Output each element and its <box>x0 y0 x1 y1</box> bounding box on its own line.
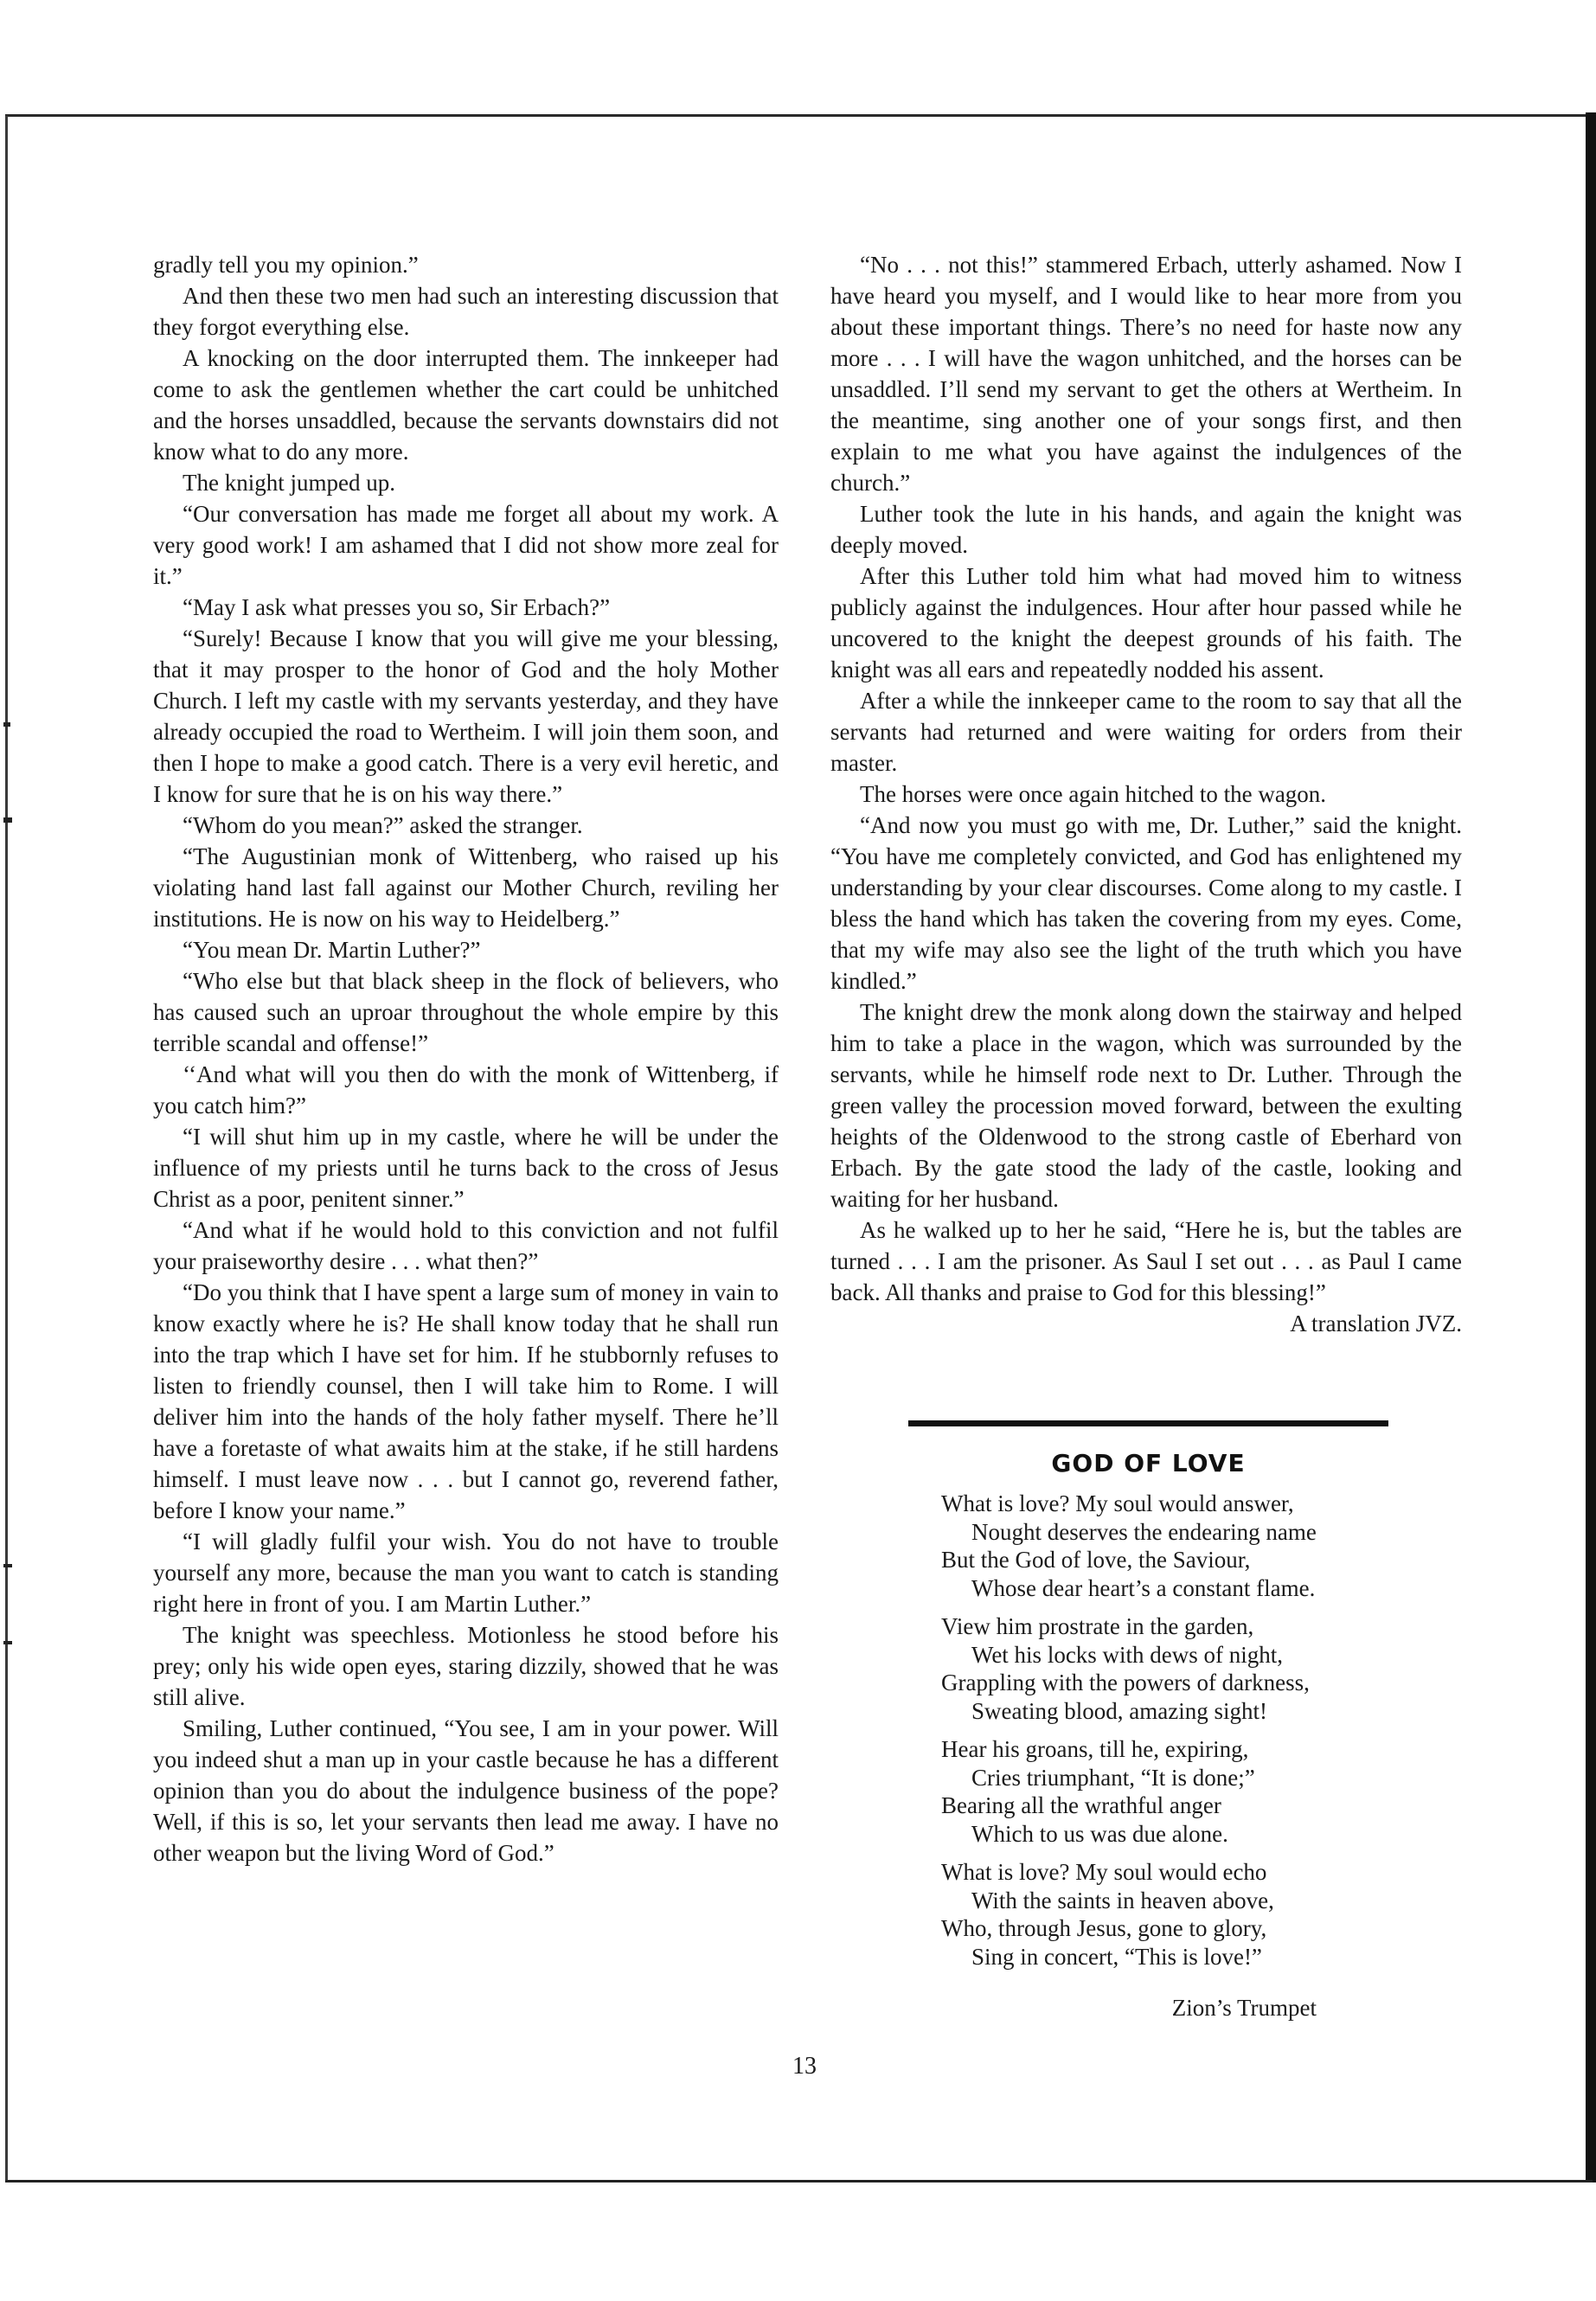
paragraph: The knight was speechless. Motionless he stood before his prey; only his wide open eyes, staring dizzily, showed that he was still alive. <box>153 1622 779 1710</box>
paragraph: “Whom do you mean?” asked the stranger. <box>183 812 583 838</box>
poem-stanza <box>941 1735 1426 1848</box>
poem-line: Cries triumphant, “It is done;” <box>971 1764 1255 1791</box>
poem-line: Grappling with the powers of darkness, <box>941 1670 1310 1695</box>
paragraph: ‘‘And what will you then do with the monk of Wittenberg, if you catch him?” <box>153 1061 779 1118</box>
paragraph: “Surely! Because I know that you will give me your blessing, that it may prosper to the honor of God and the holy Mother Church. I left my castle with my servants yesterday, and they have already occupied the road to Wertheim. I will join them soon, and then I hope to make a good catch. There is a very evil heretic, and I know for sure that he is on his way there.” <box>153 625 779 807</box>
poem-line: With the saints in heaven above, <box>971 1887 1274 1913</box>
poem-title: GOD OF LOVE <box>1051 1449 1246 1477</box>
paragraph: As he walked up to her he said, “Here he is, but the tables are turned . . . I am the prisoner. As Saul I set out . . . as Paul I came back. All thanks and praise to God for this blessing!” <box>830 1217 1462 1305</box>
paragraph: Smiling, Luther continued, “You see, I am in your power. Will you indeed shut a man up in your castle because he has a different opinion than you do about the indulgence business of the pope? Well, if this is so, let your servants then lead me away. I have no other weapon but the living Word of God.” <box>153 1715 779 1866</box>
scan-edge-right <box>1586 112 1596 2189</box>
poem-stanza <box>941 1858 1426 1971</box>
poem-line: Which to us was due alone. <box>971 1820 1228 1847</box>
scan-border-top <box>0 0 1596 116</box>
paragraph: The horses were once again hitched to the wagon. <box>860 781 1327 807</box>
poem-line: Who, through Jesus, gone to glory, <box>941 1915 1267 1941</box>
poem-line: Bearing all the wrathful anger <box>941 1792 1221 1818</box>
paragraph: After this Luther told him what had moved him to witness publicly against the indulgences. Hour after hour passed while he uncovered to the knight the deepest grounds of his faith. The knight was all ears and repeatedly nodded his assent. <box>830 563 1462 683</box>
poem-line: Wet his locks with dews of night, <box>971 1641 1284 1668</box>
section-divider-rule <box>908 1420 1388 1426</box>
page-number: 13 <box>792 2053 817 2080</box>
scan-border-bottom <box>0 2182 1596 2301</box>
paragraph: “Our conversation has made me forget all about my work. A very good work! I am ashamed that I did not show more zeal for it.” <box>153 501 779 589</box>
scan-edge-top-line <box>5 114 1593 117</box>
poem-line: Sing in concert, “This is love!” <box>971 1943 1262 1970</box>
paragraph: The knight drew the monk along down the stairway and helped him to take a place in the wagon, which was surrounded by the servants, while he himself rode next to Dr. Luther. Through the green valley the procession moved forward, between the exulting heights of the Oldenwood to the strong castle of Eberhard von Erbach. By the gate stood the lady of the castle, looking and waiting for her husband. <box>830 999 1462 1212</box>
paragraph: “Who else but that black sheep in the flock of believers, who has caused such an uproar throughout the whole empire by this terrible scandal and offense!” <box>153 968 779 1056</box>
paragraph: “I will shut him up in my castle, where he will be under the influence of my priests until he turns back to the cross of Jesus Christ as a poor, penitent sinner.” <box>153 1124 779 1212</box>
paragraph: gradly tell you my opinion.” <box>153 252 419 278</box>
poem-stanza <box>941 1490 1426 1602</box>
poem-line: Sweating blood, amazing sight! <box>971 1697 1267 1724</box>
paragraph: “May I ask what presses you so, Sir Erbach?” <box>183 594 611 620</box>
paragraph: “No . . . not this!” stammered Erbach, utterly ashamed. Now I have heard you myself, and I would like to hear more from you about these important things. There’s no need for haste now any more . . . I will have the wagon unhitched, and the horses can be unsaddled. I’ll send my servant to get the others at Wertheim. In the meantime, sing another one of your songs first, and then explain to me what you have against the indulgences of the church.” <box>830 252 1462 496</box>
poem-stanza <box>941 1612 1426 1725</box>
paragraph: “And what if he would hold to this conviction and not fulfil your praiseworthy desire . . . what then?” <box>153 1217 779 1274</box>
poem-line: What is love? My soul would answer, <box>941 1490 1294 1516</box>
scan-edge-left <box>5 116 8 2183</box>
translation-credit: A translation JVZ. <box>1290 1311 1462 1336</box>
scan-mark <box>3 1564 12 1567</box>
poem-body <box>941 1490 1426 1981</box>
poem-line: Whose dear heart’s a constant flame. <box>971 1574 1316 1601</box>
paragraph: “You mean Dr. Martin Luther?” <box>183 937 481 963</box>
paragraph: Luther took the lute in his hands, and again the knight was deeply moved. <box>830 501 1462 558</box>
poem-line: Nought deserves the endearing name <box>971 1518 1317 1545</box>
paragraph: After a while the innkeeper came to the room to say that all the servants had returned and were waiting for orders from their master. <box>830 688 1462 776</box>
right-text-column <box>830 249 1462 1339</box>
scan-mark <box>3 817 12 823</box>
paragraph: “The Augustinian monk of Wittenberg, who raised up his violating hand last fall against our Mother Church, reviling her institutions. He is now on his way to Heidelberg.” <box>153 843 779 932</box>
paragraph: And then these two men had such an interesting discussion that they forgot everything else. <box>153 283 779 340</box>
poem-source: Zion’s Trumpet <box>1171 1995 1317 2021</box>
poem-line: What is love? My soul would echo <box>941 1859 1267 1885</box>
left-text-column <box>153 249 779 1868</box>
paragraph: The knight jumped up. <box>183 470 395 496</box>
scan-mark <box>3 722 10 727</box>
paragraph: A knocking on the door interrupted them. The innkeeper had come to ask the gentlemen whether the cart could be unhitched and the horses unsaddled, because the servants downstairs did not know what to do any more. <box>153 345 779 465</box>
paragraph: “I will gladly fulfil your wish. You do not have to trouble yourself any more, because the man you want to catch is standing right here in front of you. I am Martin Luther.” <box>153 1529 779 1617</box>
paragraph: “And now you must go with me, Dr. Luther,” said the knight. “You have me completely convicted, and God has enlightened my understanding by your clear discourses. Come along to my castle. I bless the hand which has taken the covering from my eyes. Come, that my wife may also see the light of the truth which you have kindled.” <box>830 812 1462 994</box>
poem-line: View him prostrate in the garden, <box>941 1613 1254 1639</box>
paragraph: “Do you think that I have spent a large sum of money in vain to know exactly where he is? He shall know today that he shall run into the trap which I have set for him. If he stubbornly refuses to listen to friendly counsel, then I will take him to Rome. I will deliver him into the hands of the holy father myself. There he’ll have a foretaste of what awaits him at the stake, if he still hardens himself. I must leave now . . . but I cannot go, reverend father, before I know your name.” <box>153 1279 779 1523</box>
scan-mark <box>3 1641 12 1644</box>
poem-line: But the God of love, the Saviour, <box>941 1547 1251 1573</box>
poem-line: Hear his groans, till he, expiring, <box>941 1736 1249 1762</box>
